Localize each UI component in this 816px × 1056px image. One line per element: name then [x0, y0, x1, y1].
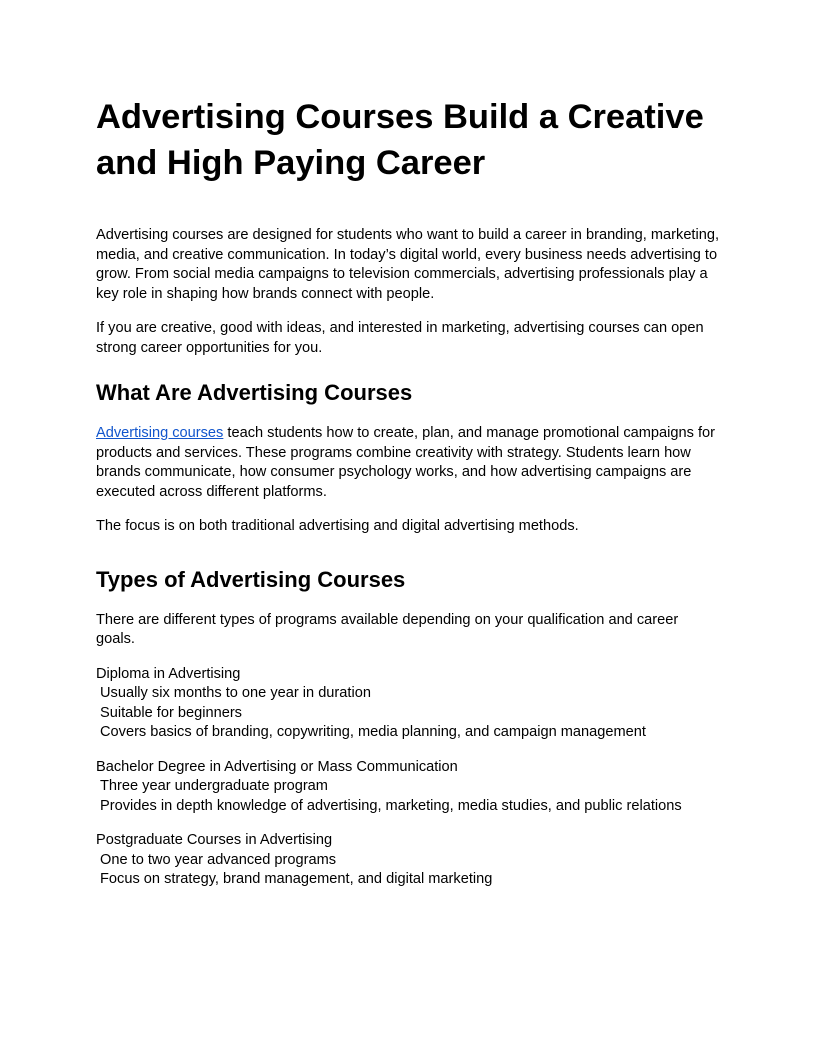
- program-detail: Covers basics of branding, copywriting, media planning, and campaign management: [100, 724, 646, 740]
- advertising-courses-link[interactable]: Advertising courses: [96, 425, 224, 441]
- program-bachelor: [96, 758, 720, 817]
- section1-paragraph-1: [96, 424, 720, 502]
- program-detail: Three year undergraduate program: [100, 778, 328, 794]
- program-detail: Focus on strategy, brand management, and digital marketing: [100, 871, 493, 887]
- section1-paragraph-2: The focus is on both traditional advertising and digital advertising methods.: [96, 518, 579, 534]
- section-heading-types: Types of Advertising Courses: [96, 566, 406, 592]
- intro-paragraph-2: If you are creative, good with ideas, and interested in marketing, advertising courses can open strong career opportunities for you.: [96, 320, 704, 356]
- section1-paragraph-1-text: teach students how to create, plan, and manage promotional campaigns for products and services. These programs combine creativity with strategy. Students learn how brands communicate, how consumer psychology works, and how advertising campaigns are executed across different platforms.: [96, 425, 715, 500]
- intro-paragraph-1: Advertising courses are designed for students who want to build a career in branding, marketing, media, and creative communication. In today’s digital world, every business needs advertising to grow. From social media campaigns to television commercials, advertising professionals play a key role in shaping how brands connect with people.: [96, 227, 720, 302]
- section2-intro-paragraph: There are different types of programs available depending on your qualification and career goals.: [96, 611, 679, 647]
- program-detail: Usually six months to one year in duration: [100, 685, 371, 701]
- section-heading-what-are: What Are Advertising Courses: [96, 380, 413, 405]
- program-name: Bachelor Degree in Advertising or Mass Communication: [96, 758, 458, 775]
- program-detail: Suitable for beginners: [100, 704, 242, 721]
- program-name: Postgraduate Courses in Advertising: [96, 832, 333, 848]
- document-title: Advertising Courses Build a Creative and High Paying Career: [96, 98, 704, 182]
- program-diploma: [96, 665, 720, 743]
- program-detail: One to two year advanced programs: [100, 851, 337, 868]
- program-postgraduate: [96, 831, 720, 890]
- program-name: Diploma in Advertising: [96, 665, 241, 682]
- program-detail: Provides in depth knowledge of advertising, marketing, media studies, and public relations: [100, 797, 682, 814]
